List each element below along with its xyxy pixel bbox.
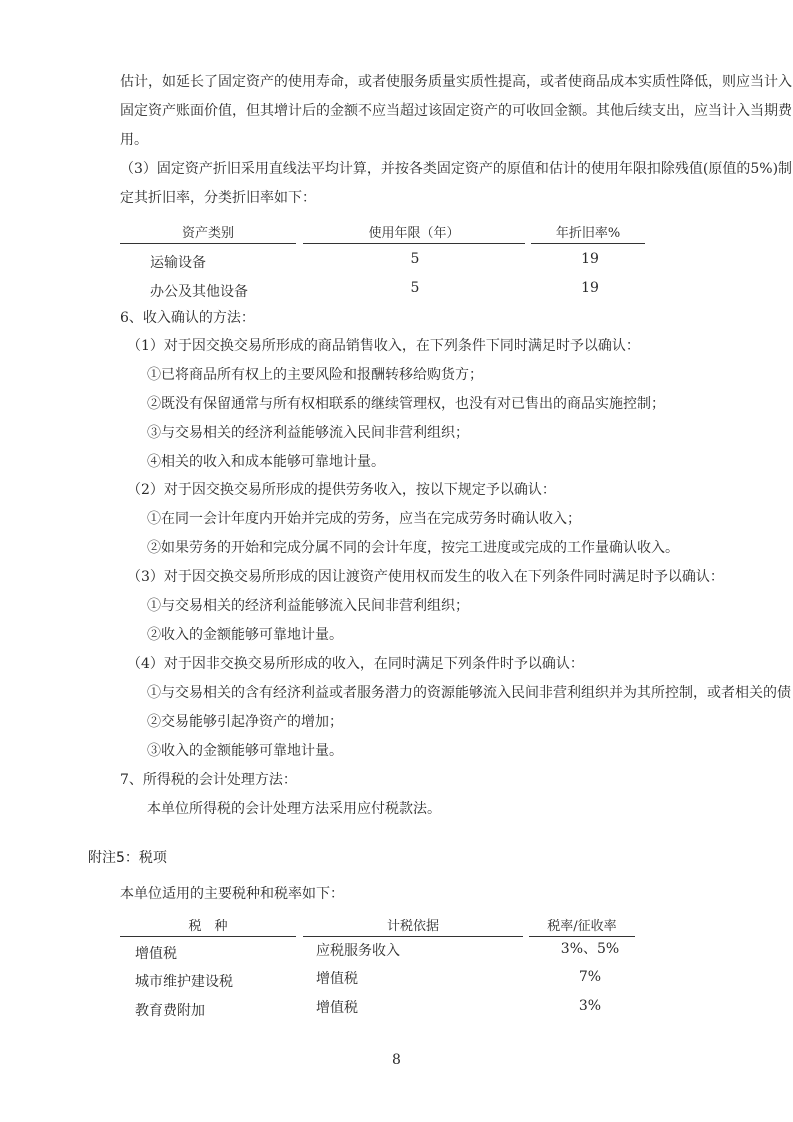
list-item: ②既没有保留通常与所有权相联系的继续管理权，也没有对已售出的商品实施控制； bbox=[147, 396, 665, 412]
table-header: 税率/征收率 bbox=[547, 919, 617, 934]
text-line: （3）固定资产折旧采用直线法平均计算，并按各类固定资产的原值和估计的使用年限扣除残值(原值的5%)制 bbox=[120, 161, 793, 177]
page-number: 8 bbox=[392, 1052, 401, 1068]
list-item: ③与交易相关的经济利益能够流入民间非营利组织； bbox=[147, 425, 469, 441]
list-item: ④相关的收入和成本能够可靠地计量。 bbox=[147, 454, 385, 470]
table-cell: 增值税 bbox=[135, 946, 177, 962]
table-cell: 7% bbox=[578, 969, 602, 985]
table-rule bbox=[531, 243, 645, 244]
section-title: 7、所得税的会计处理方法： bbox=[120, 772, 297, 788]
table-cell: 增值税 bbox=[316, 1000, 358, 1016]
table-cell: 办公及其他设备 bbox=[150, 284, 248, 300]
list-item: ②如果劳务的开始和完成分属不同的会计年度，按完工进度或完成的工作量确认收入。 bbox=[147, 540, 679, 556]
table-header: 计税依据 bbox=[386, 919, 439, 934]
table-cell: 增值税 bbox=[316, 971, 358, 987]
table-cell: 19 bbox=[581, 280, 599, 296]
table-cell: 应税服务收入 bbox=[316, 943, 400, 959]
subsection-heading: （3）对于因交换交易所形成的因让渡资产使用权而发生的收入在下列条件同时满足时予以确认： bbox=[127, 569, 724, 585]
subsection-heading: （2）对于因交换交易所形成的提供劳务收入，按以下规定予以确认： bbox=[127, 482, 556, 498]
list-item: ③收入的金额能够可靠地计量。 bbox=[147, 743, 343, 759]
table-rule bbox=[529, 936, 635, 937]
table-header: 税 种 bbox=[188, 919, 228, 934]
table-rule bbox=[120, 936, 296, 937]
list-item: ①已将商品所有权上的主要风险和报酬转移给购货方； bbox=[147, 367, 483, 383]
table-cell: 运输设备 bbox=[150, 255, 206, 271]
subsection-heading: （1）对于因交换交易所形成的商品销售收入，在下列条件下同时满足时予以确认： bbox=[127, 338, 640, 354]
text-line: 定其折旧率，分类折旧率如下： bbox=[120, 190, 316, 206]
list-item: ①在同一会计年度内开始并完成的劳务，应当在完成劳务时确认收入； bbox=[147, 511, 581, 527]
subsection-heading: （4）对于因非交换交易所形成的收入，在同时满足下列条件时予以确认： bbox=[127, 656, 584, 672]
table-rule bbox=[303, 243, 525, 244]
list-item: ②交易能够引起净资产的增加； bbox=[147, 714, 343, 730]
table-cell: 3%、5% bbox=[560, 941, 620, 957]
table-rule bbox=[303, 936, 523, 937]
table-header: 资产类别 bbox=[181, 226, 234, 241]
text-line: 用。 bbox=[120, 132, 148, 148]
section-title: 6、收入确认的方法： bbox=[120, 310, 255, 326]
text-line: 固定资产账面价值，但其增计后的金额不应当超过该固定资产的可收回金额。其他后续支出，应当计入当期费 bbox=[120, 103, 792, 119]
table-cell: 19 bbox=[581, 251, 599, 267]
list-item: ①与交易相关的含有经济利益或者服务潜力的资源能够流入民间非营利组织并为其所控制，或者相关的债 bbox=[147, 685, 791, 701]
body-text: 本单位所得税的会计处理方法采用应付税款法。 bbox=[147, 801, 441, 817]
note-heading: 附注5：税项 bbox=[88, 850, 167, 866]
table-header: 使用年限（年） bbox=[368, 226, 460, 241]
text-line: 估计，如延长了固定资产的使用寿命，或者使服务质量实质性提高，或者使商品成本实质性降低，则应当计入 bbox=[120, 74, 792, 90]
table-rule bbox=[120, 243, 296, 244]
table-cell: 3% bbox=[578, 998, 602, 1014]
table-cell: 教育费附加 bbox=[135, 1003, 205, 1019]
list-item: ②收入的金额能够可靠地计量。 bbox=[147, 627, 343, 643]
list-item: ①与交易相关的经济利益能够流入民间非营利组织； bbox=[147, 598, 469, 614]
table-cell: 5 bbox=[410, 280, 420, 296]
table-header: 年折旧率% bbox=[555, 226, 621, 241]
body-text: 本单位适用的主要税种和税率如下： bbox=[120, 886, 344, 902]
table-cell: 5 bbox=[410, 251, 420, 267]
table-cell: 城市维护建设税 bbox=[135, 974, 233, 990]
